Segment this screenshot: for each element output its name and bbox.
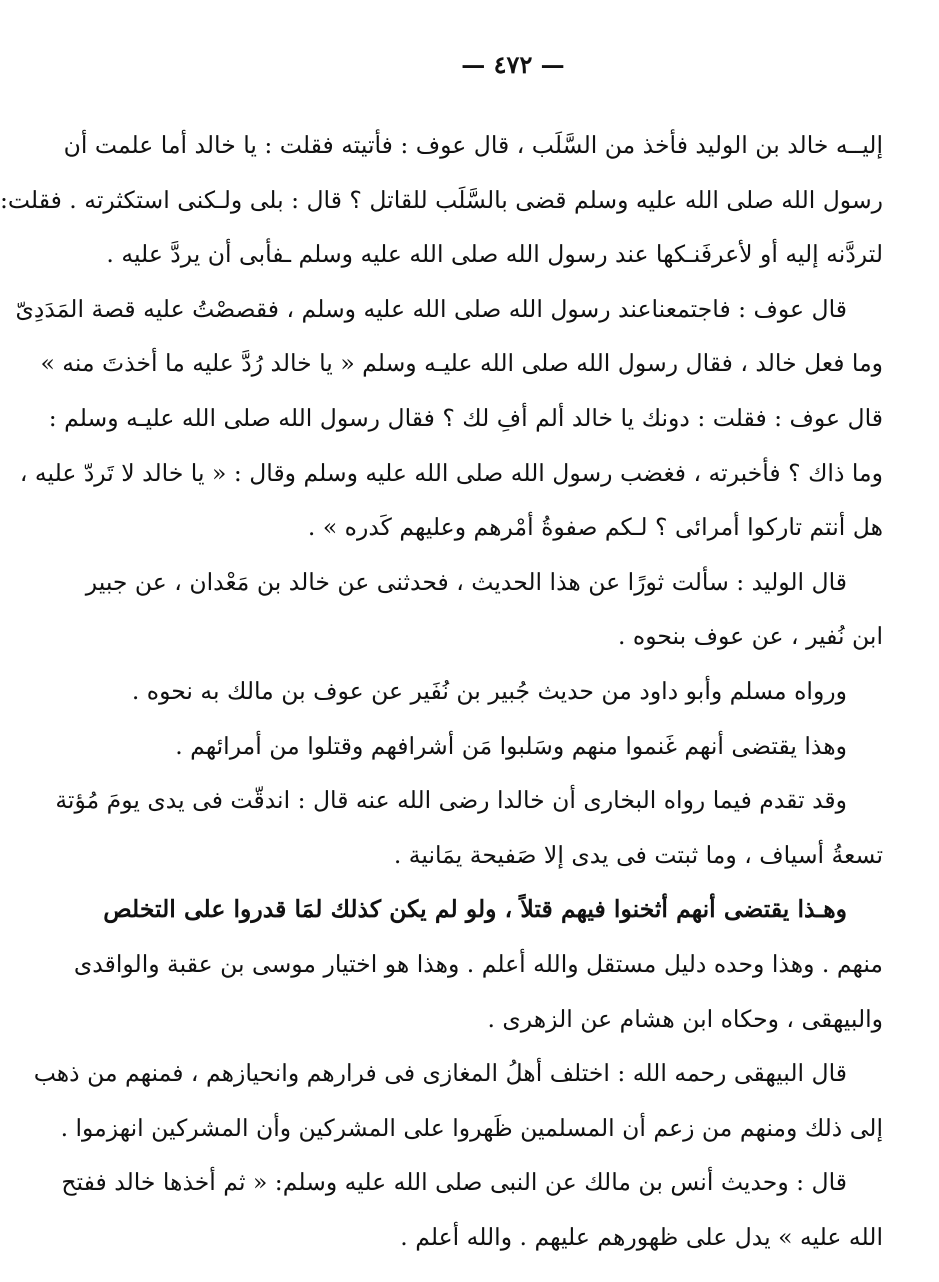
text-line: قال البيهقى رحمه الله : اختلف أهلُ المغازى فى فرارهم وانحيازهم ، فمنهم من ذهب [33, 1059, 847, 1088]
text-line: منهم . وهذا وحده دليل مستقل والله أعلم . وهذا هو اختيار موسى بن عقبة والواقدى [73, 949, 883, 978]
text-line: لتردَّنه إليه أو لأعرفَنـكها عند رسول الله صلى الله عليه وسلم ـفأبى أن يردَّ عليه . [106, 240, 883, 269]
text-line: ورواه مسلم وأبو داود من حديث جُبير بن نُفَير عن عوف بن مالك به نحوه . [131, 676, 847, 705]
text-line: قال : وحديث أنس بن مالك عن النبى صلى الله عليه وسلم: « ثم أخذها خالد ففتح [61, 1168, 847, 1197]
text-line: إلى ذلك ومنهم من زعم أن المسلمين ظَهروا على المشركين وأن المشركين انهزموا . [60, 1113, 883, 1142]
text-line: وهذا يقتضى أنهم غَنموا منهم وسَلبوا مَن أشرافهم وقتلوا من أمرائهم . [175, 731, 847, 760]
text-line: تسعةُ أسياف ، وما ثبتت فى يدى إلا صَفيحة يمَانية . [393, 840, 883, 869]
text-line: الله عليه » يدل على ظهورهم عليهم . والله أعلم . [400, 1222, 883, 1251]
text-line: وقد تقدم فيما رواه البخارى أن خالدا رضى الله عنه قال : اندقّت فى يدى يومَ مُؤتة [55, 786, 847, 815]
text-line: قال الوليد : سألت ثورًا عن هذا الحديث ، فحدثنى عن خالد بن مَعْدان ، عن جبير [85, 567, 847, 596]
page-number: — ٤٧٢ — [461, 50, 565, 79]
text-line: وما فعل خالد ، فقال رسول الله صلى الله عليـه وسلم « يا خالد رُدَّ عليه ما أخذتَ منه » [40, 349, 883, 378]
text-line: ابن نُفير ، عن عوف بنحوه . [617, 622, 883, 651]
text-line: قال عوف : فاجتمعناعند رسول الله صلى الله عليه وسلم ، فقصصْتُ عليه قصة المَدَدِىّ [15, 294, 847, 323]
text-line: رسول الله صلى الله عليه وسلم قضى بالسَّلَب للقاتل ؟ قال : بلى ولـكنى استكثرته . فقلت: [0, 185, 883, 214]
text-line: وهـذا يقتضى أنهم أثخنوا فيهم قتلاً ، ولو لم يكن كذلك لمَا قدروا على التخلص [103, 895, 847, 924]
text-line: قال عوف : فقلت : دونك يا خالد ألم أفِ لك ؟ فقال رسول الله صلى الله عليـه وسلم : [48, 403, 883, 432]
text-line: والبيهقى ، وحكاه ابن هشام عن الزهرى . [487, 1004, 883, 1033]
text-line: هل أنتم تاركوا أمرائى ؟ لـكم صفوةُ أمْرهم وعليهم كَدره » . [307, 513, 883, 542]
text-line: إليــه خالد بن الوليد فأخذ من السَّلَب ، قال عوف : فأتيته فقلت : يا خالد أما علمت أن [63, 131, 883, 159]
text-line: وما ذاك ؟ فأخبرته ، فغضب رسول الله صلى الله عليه وسلم وقال : « يا خالد لا تَردّ عليه ، [19, 458, 883, 487]
body-text [0, 118, 883, 1264]
